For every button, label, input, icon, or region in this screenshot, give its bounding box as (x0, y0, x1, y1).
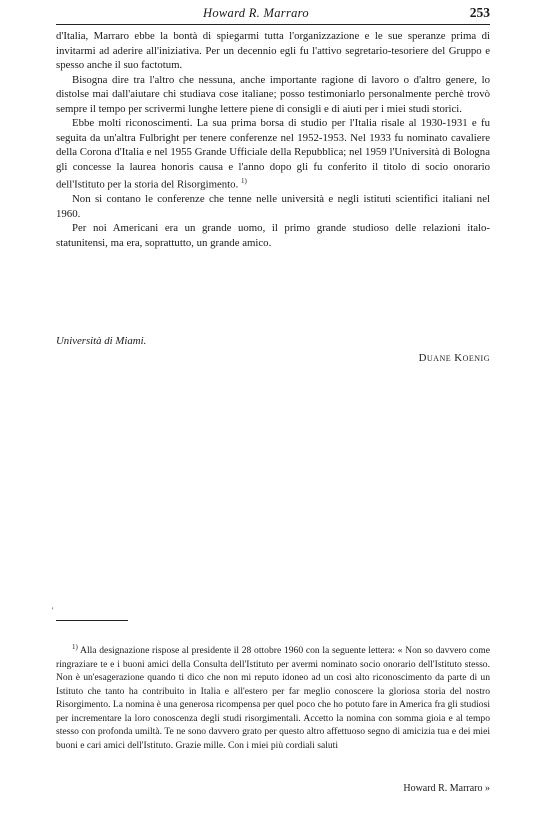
paragraph-2: Bisogna dire tra l'altro che nessuna, anche importante ragione di lavoro o d'altro genere, lo distolse mai dall'aiutare chi studiava cose italiane; posso testimoniarlo personalmente perchè trovò sempre il tempo per scrivermi lunghe lettere piene di consigli e di aiuti per i miei studi storici. (56, 73, 490, 115)
signature-block (56, 334, 490, 365)
article-body (56, 29, 490, 250)
paragraph-4: Non si contano le conferenze che tenne nelle università e negli istituti scientifici italiani nel 1960. (56, 193, 490, 220)
footnote-text (56, 641, 490, 752)
signature-author: Duane Koenig (418, 352, 490, 364)
signature-university: Università di Miami. (56, 335, 147, 347)
running-header (56, 6, 490, 25)
paragraph-5: Per noi Americani era un grande uomo, il primo grande studioso delle relazioni italo-statunitensi, ma era, soprattutto, un grande amico. (56, 222, 490, 249)
paragraph-1: d'Italia, Marraro ebbe la bontà di spiegarmi tutta l'organizzazione e le sue speranze prima di invitarmi ad aderire all'iniziativa. Per un decennio egli fu l'attivo segretario-tesoriere del Gruppo e spesso anche il suo factotum. (56, 30, 490, 71)
footnote-body: Alla designazione rispose al presidente il 28 ottobre 1960 con la seguente lettera: « Non so davvero come ringraziare te e i buoni amici della Consulta dell'Istituto per avermi nominato socio onorario dell'Istituto stesso. Non è un'esagerazione quando ti dico che non mi reputo idoneo ad un così alto riconoscimento da parte di un Istituto che tanto ha contribuito in Italia e all'estero per far meglio conoscere la gloriosa storia del nostro Risorgimento. La nomina è una generosa ricompensa per quel poco che ho potuto fare in America fra gli studiosi per incrementare la loro conoscenza degli studi risorgimentali. Accetto la nomina con somma gioia e al tempo stesso con profonda umiltà. Te ne sono davvero grato per questo altro affettuoso segno di amicizia tua e dei miei buoni e cari amici dell'Istituto. Grazie mille. Con i miei più cordiali saluti (56, 645, 490, 751)
footnote (56, 641, 490, 752)
tick-mark: ' (52, 606, 54, 615)
paragraph-3-text: Ebbe molti riconoscimenti. La sua prima borsa di studio per l'Italia risale al 1930-1931 e fu seguita da un'altra Fulbright per tenere conferenze nel 1952-1953. Nel 1933 fu nominato cavaliere della Corona d'Italia e nel 1955 Grande Ufficiale della Repubblica; nel 1959 l'Università di Bologna gli concesse la laurea honoris causa e l'anno dopo gli fu conferito il titolo di socio onorario dell'Istituto per la storia del Risorgimento. (56, 117, 490, 191)
paragraph-3 (56, 116, 490, 192)
footnote-marker: 1) (72, 643, 78, 651)
running-title: Howard R. Marraro (203, 6, 309, 20)
page-number: 253 (469, 5, 490, 20)
footnote-divider (56, 620, 128, 621)
footnote-signature: Howard R. Marraro » (403, 783, 490, 794)
footnote-reference: 1) (240, 177, 247, 185)
